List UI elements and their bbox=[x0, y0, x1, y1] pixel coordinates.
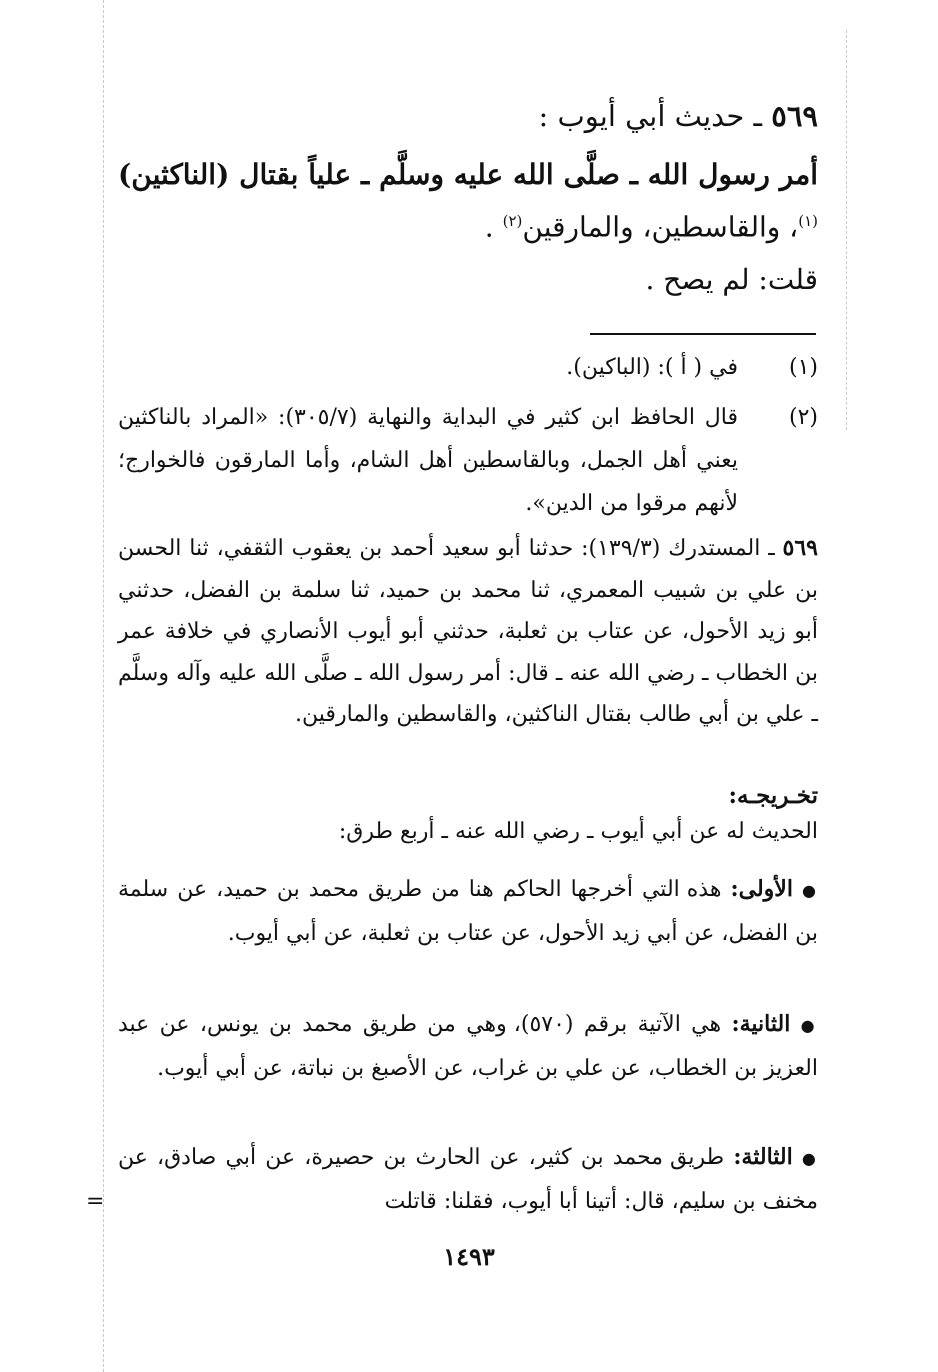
footnote-number: (٢) bbox=[788, 405, 818, 430]
footnote-ref-2: (٢) bbox=[502, 212, 523, 230]
continuation-mark: = bbox=[86, 1189, 105, 1214]
takhrij-title-text: تخـريجـه: bbox=[728, 782, 818, 809]
way-label: الثانية: bbox=[731, 1011, 791, 1037]
bullet-icon: ● bbox=[800, 1016, 818, 1035]
footnote-text: في ( أ ): (الباكين). bbox=[566, 355, 738, 380]
mustadrak-number: ٥٦٩ bbox=[782, 535, 818, 561]
footnote-number: (١) bbox=[788, 355, 818, 380]
hadith-heading bbox=[118, 96, 818, 136]
hadith-number: ٥٦٩ bbox=[771, 99, 818, 133]
takhrij-title bbox=[118, 778, 818, 814]
footnote-ref-1: (١) bbox=[798, 212, 818, 230]
footnote-1 bbox=[118, 346, 818, 389]
margin-line-right bbox=[846, 30, 847, 430]
footnote-separator bbox=[590, 333, 816, 335]
hadith-main-line: أمر رسول الله ـ صلَّى الله عليه وسلَّم ـ علياً بقتال (الناكثين) bbox=[118, 158, 818, 191]
bullet-icon: ● bbox=[801, 881, 818, 900]
page-number: ١٤٩٣ bbox=[443, 1242, 495, 1271]
mustadrak-text: المستدرك (١٣٩/٣): حدثنا أبو سعيد أحمد بن يعقوب الثقفي، ثنا الحسن بن علي بن شبيب المعمري، ثنا محمد بن حميد، ثنا سلمة بن الفضل، حدثني أبو زيد الأحول، عن عتاب بن ثعلبة، حدثني أبو أيوب الأنصاري في خلافة عمر بن الخطاب ـ رضي الله عنه ـ قال: أمر رسول الله ـ صلَّى الله عليه وآله وسلَّم ـ علي بن أبي طالب بقتال الناكثين، والقاسطين والمارقين. bbox=[118, 536, 818, 727]
way-text: هي الآتية برقم (٥٧٠)، وهي من طريق محمد بن يونس، عن عبد العزيز بن الخطاب، عن علي بن غراب، عن الأصبغ بن نباتة، عن أبي أيوب. bbox=[118, 1012, 818, 1081]
margin-line-left bbox=[103, 0, 104, 1372]
mustadrak-dash: ـ bbox=[768, 536, 775, 561]
takhrij-way-1 bbox=[118, 868, 818, 955]
hadith-main-middle: ، والقاسطين، والمارقين bbox=[522, 210, 799, 244]
way-label: الثالثة: bbox=[733, 1144, 793, 1170]
way-label: الأولى: bbox=[730, 876, 793, 902]
hadith-main-end: . bbox=[484, 210, 503, 244]
takhrij-way-3 bbox=[118, 1136, 818, 1223]
hadith-title: حديث أبي أيوب : bbox=[538, 99, 745, 133]
mustadrak-section bbox=[118, 528, 818, 736]
verdict: قلت: لم يصح . bbox=[645, 263, 818, 296]
hadith-text bbox=[118, 152, 818, 250]
way-text: طريق محمد بن كثير، عن الحارث بن حصيرة، عن أبي صادق، عن مخنف بن سليم، قال: أتينا أبا أيوب، فقلنا: قاتلت bbox=[118, 1145, 818, 1214]
footnote-2 bbox=[118, 396, 818, 525]
footnote-text: قال الحافظ ابن كثير في البداية والنهاية (٣٠٥/٧): «المراد بالناكثين يعني أهل الجمل، وبالقاسطين أهل الشام، وأما المارقون فالخوارج؛ لأنهم مرقوا من الدين». bbox=[118, 405, 738, 516]
way-text: هذه التي أخرجها الحاكم هنا من طريق محمد بن حميد، عن سلمة بن الفضل، عن أبي زيد الأحول، عن عتاب بن ثعلبة، عن أبي أيوب. bbox=[118, 877, 818, 946]
takhrij-intro: الحديث له عن أبي أيوب ـ رضي الله عنه ـ أربع طرق: bbox=[338, 819, 818, 844]
hadith-dash: ـ bbox=[753, 99, 763, 133]
bullet-icon: ● bbox=[801, 1149, 818, 1168]
takhrij-way-2 bbox=[118, 1003, 818, 1090]
